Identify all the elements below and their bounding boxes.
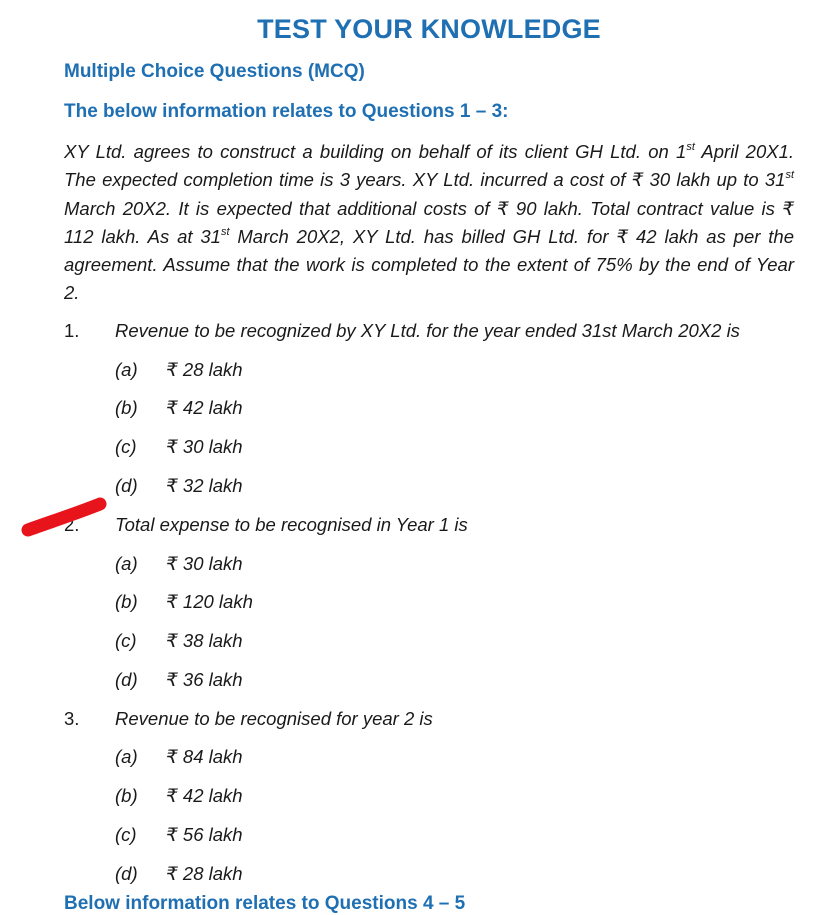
option-letter: (a) [115, 359, 138, 380]
passage-sup-3: st [220, 225, 230, 238]
option-text: ₹ 32 lakh [166, 475, 243, 496]
option-letter: (b) [115, 397, 138, 418]
option-letter: (a) [115, 553, 138, 574]
option-letter: (c) [115, 436, 137, 457]
option-text: ₹ 38 lakh [166, 630, 243, 651]
mcq-heading: Multiple Choice Questions (MCQ) [64, 61, 365, 82]
option-letter: (c) [115, 824, 137, 845]
option-text: ₹ 56 lakh [166, 824, 243, 845]
option-letter: (d) [115, 475, 138, 496]
option-text: ₹ 30 lakh [166, 436, 243, 457]
option-letter: (d) [115, 863, 138, 884]
option-text: ₹ 30 lakh [166, 553, 243, 574]
option-text: ₹ 28 lakh [166, 863, 243, 884]
question-text: Revenue to be recognised for year 2 is [115, 708, 433, 729]
option-text: ₹ 42 lakh [166, 785, 243, 806]
red-pen-mark [20, 494, 110, 542]
pen-stroke [28, 504, 100, 530]
option-letter: (a) [115, 746, 138, 767]
passage-part-3: March 20X2. It is expected that additional costs of ₹ 90 lakh. Total contract value is ₹ 112 lakh. As at 31 [64, 197, 794, 247]
option-text: ₹ 120 lakh [166, 591, 253, 612]
question-number: 2. [64, 514, 80, 535]
page-title: TEST YOUR KNOWLEDGE [257, 14, 601, 44]
passage-part-1: XY Ltd. agrees to construct a building on behalf of its client GH Ltd. on 1 [64, 141, 687, 162]
option-text: ₹ 28 lakh [166, 359, 243, 380]
case-passage [64, 138, 794, 308]
passage-part-4: March 20X2, XY Ltd. has billed GH Ltd. for ₹ 42 lakh as per the agreement. Assume that the work is completed to the extent of 75% by the end of Year 2. [64, 225, 795, 304]
passage-sup-1: st [686, 140, 695, 153]
question-text: Total expense to be recognised in Year 1 is [115, 514, 468, 535]
passage-part-2: April 20X1. The expected completion time is 3 years. XY Ltd. incurred a cost of ₹ 30 lakh up to 31 [64, 141, 794, 191]
info-heading: The below information relates to Questions 1 – 3: [64, 101, 509, 122]
option-text: ₹ 42 lakh [166, 397, 243, 418]
question-number: 3. [64, 708, 80, 729]
option-text: ₹ 36 lakh [166, 669, 243, 690]
option-letter: (b) [115, 785, 138, 806]
question-number: 1. [64, 320, 80, 341]
option-letter: (b) [115, 591, 138, 612]
option-letter: (c) [115, 630, 137, 651]
option-text: ₹ 84 lakh [166, 746, 243, 767]
passage-sup-2: st [785, 169, 794, 182]
question-text: Revenue to be recognized by XY Ltd. for the year ended 31st March 20X2 is [115, 320, 740, 341]
next-info-heading: Below information relates to Questions 4 – 5 [64, 893, 466, 914]
option-letter: (d) [115, 669, 138, 690]
